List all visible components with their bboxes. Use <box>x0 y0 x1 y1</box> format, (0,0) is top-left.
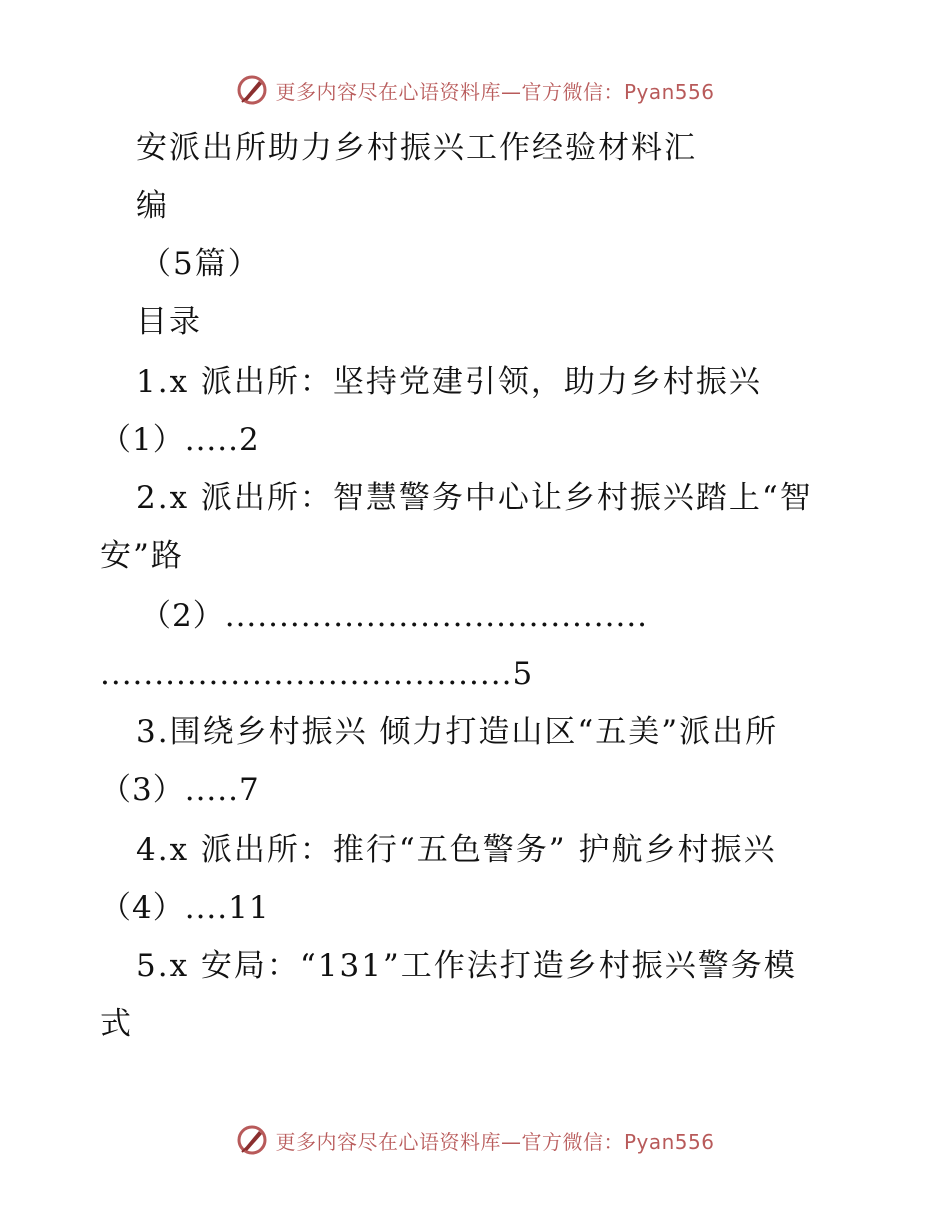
toc-entry-1-title: 1.x 派出所：坚持党建引领，助力乡村振兴 <box>136 364 762 400</box>
toc-entry-2-dots: （2）....................................... <box>140 598 649 634</box>
toc-entry-1-page: （1）.....2 <box>100 422 260 458</box>
quill-logo-icon <box>235 73 269 107</box>
doc-title-line1: 安派出所助力乡村振兴工作经验材料汇 <box>136 130 697 166</box>
doc-count: （5篇） <box>140 246 261 282</box>
watermark-banner-bottom <box>0 1120 950 1160</box>
toc-heading: 目录 <box>136 304 202 340</box>
doc-title-line2: 编 <box>136 188 169 224</box>
toc-entry-2-title: 2.x 派出所：智慧警务中心让乡村振兴踏上“智 <box>136 480 813 516</box>
toc-entry-3-page: （3）.....7 <box>100 772 260 808</box>
watermark-text: 更多内容尽在心语资料库—官方微信：Pyan556 <box>275 79 715 104</box>
toc-entry-3-title: 3.围绕乡村振兴 倾力打造山区“五美”派出所 <box>136 714 779 750</box>
toc-entry-5-title-cont: 式 <box>100 1006 133 1042</box>
quill-logo-icon <box>235 1123 269 1157</box>
toc-entry-5-title: 5.x 安局：“131”工作法打造乡村振兴警务模 <box>136 948 797 984</box>
watermark-text: 更多内容尽在心语资料库—官方微信：Pyan556 <box>275 1129 715 1154</box>
toc-entry-4-page: （4）....11 <box>100 890 270 926</box>
toc-entry-2-title-cont: 安”路 <box>100 538 184 574</box>
toc-entry-4-title: 4.x 派出所：推行“五色警务” 护航乡村振兴 <box>136 832 777 868</box>
watermark-banner-top <box>0 70 950 110</box>
toc-entry-2-page: ......................................5 <box>100 656 534 692</box>
